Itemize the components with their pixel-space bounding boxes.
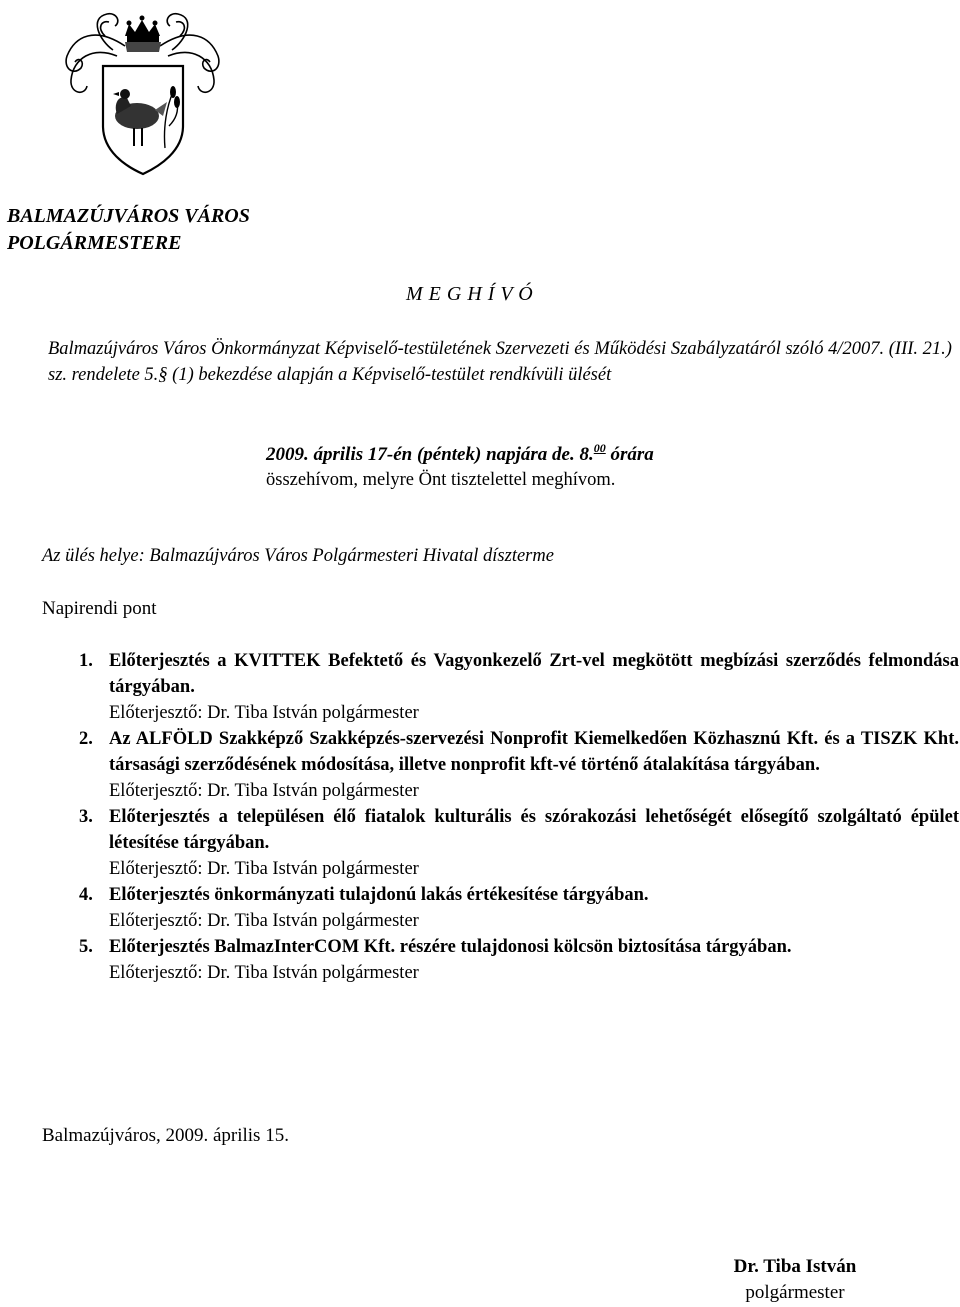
agenda-item-number: 1.	[79, 651, 93, 671]
agenda-item-subject: Előterjesztés a településen élő fiatalok kulturális és szórakozási lehetőségét elősegítő szolgáltató épület létesítése tárgyában.	[109, 807, 959, 853]
agenda-item-number: 2.	[79, 729, 93, 749]
invitation-line: összehívom, melyre Önt tisztelettel meghívom.	[266, 470, 616, 490]
agenda-item-subject: Előterjesztés a KVITTEK Befektető és Vagyonkezelő Zrt-vel megkötött megbízási szerződés felmondása tárgyában.	[109, 651, 959, 697]
agenda-heading: Napirendi pont	[42, 598, 157, 619]
venue: Az ülés helye: Balmazújváros Város Polgármesteri Hivatal díszterme	[42, 546, 554, 566]
meeting-time-suffix: órára	[610, 444, 654, 465]
agenda-item	[79, 726, 959, 804]
meeting-date: 2009. április 17-én (péntek) napjára de. 8.	[266, 444, 594, 465]
intro-paragraph: Balmazújváros Város Önkormányzat Képviselő-testületének Szervezeti és Működési Szabályzatáról szóló 4/2007. (III. 21.) sz. rendelete 5.§ (1) bekezdése alapján a Képviselő-testület rendkívüli ülését	[48, 339, 952, 385]
meeting-minutes: 00	[593, 441, 606, 455]
meeting-time	[266, 441, 654, 466]
agenda-item-presenter: Előterjesztő: Dr. Tiba István polgármester	[109, 911, 419, 931]
agenda-item-subject: Az ALFÖLD Szakképző Szakképzés-szervezési Nonprofit Kiemelkedően Közhasznú Kft. és a TISZK Kht. társasági szerződésének módosítása, illetve nonprofit kft-vé történő átalakítása tárgyában.	[109, 729, 959, 775]
signature-block	[660, 1254, 930, 1306]
coat-of-arms-logo	[55, 6, 230, 182]
agenda-item	[79, 882, 959, 934]
issuer-block	[7, 203, 250, 257]
agenda-item-presenter: Előterjesztő: Dr. Tiba István polgármester	[109, 703, 419, 723]
agenda-item-number: 5.	[79, 937, 93, 957]
agenda-item-presenter: Előterjesztő: Dr. Tiba István polgármester	[109, 859, 419, 879]
document-title: M E G H Í V Ó	[406, 283, 534, 305]
signatory-name: Dr. Tiba István	[733, 1256, 857, 1277]
place-and-date: Balmazújváros, 2009. április 15.	[42, 1125, 289, 1146]
agenda-item-presenter: Előterjesztő: Dr. Tiba István polgármester	[109, 781, 419, 801]
agenda-item-number: 4.	[79, 885, 93, 905]
agenda-item-number: 3.	[79, 807, 93, 827]
agenda-item-subject: Előterjesztés BalmazInterCOM Kft. részére tulajdonosi kölcsön biztosítása tárgyában.	[109, 937, 792, 957]
agenda-item	[79, 804, 959, 882]
issuer-line-2: POLGÁRMESTERE	[7, 232, 182, 254]
signatory-role: polgármester	[745, 1282, 845, 1303]
agenda-item	[79, 934, 959, 986]
issuer-line-1: BALMAZÚJVÁROS VÁROS	[7, 205, 250, 227]
agenda-item	[79, 648, 959, 726]
agenda-list	[79, 648, 959, 986]
agenda-item-presenter: Előterjesztő: Dr. Tiba István polgármester	[109, 963, 419, 983]
agenda-item-subject: Előterjesztés önkormányzati tulajdonú lakás értékesítése tárgyában.	[109, 885, 649, 905]
